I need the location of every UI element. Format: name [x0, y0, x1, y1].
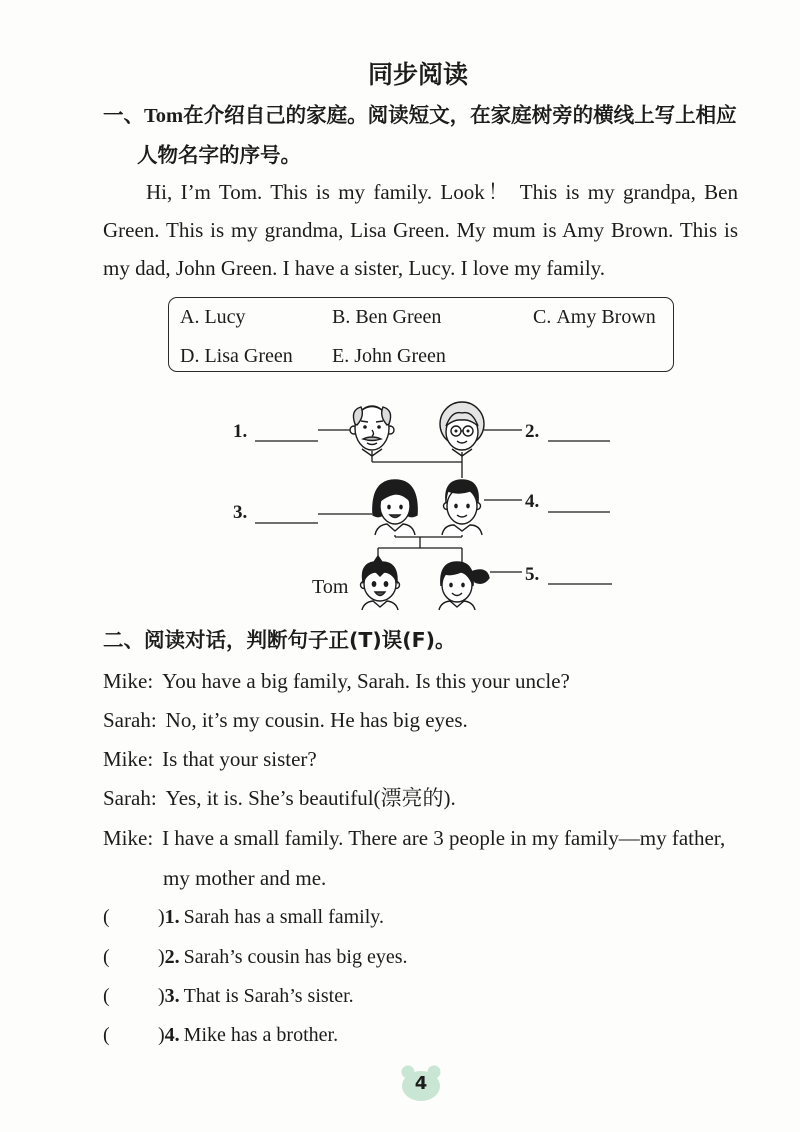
- dialogue-line-1: [103, 667, 570, 695]
- dialogue-text: You have a big family, Sarah. Is this your uncle?: [162, 669, 570, 693]
- speaker: Sarah:: [103, 786, 157, 810]
- dialogue-line-5: [103, 824, 725, 852]
- statement-number: 3.: [164, 985, 180, 1007]
- statement-3: [103, 982, 354, 1010]
- dad-icon: [442, 480, 482, 535]
- answer-bracket-close: ): [158, 1024, 165, 1046]
- answer-bracket-close: ): [158, 946, 165, 968]
- answer-bracket-close: ): [158, 985, 165, 1007]
- dialogue-text: No, it’s my cousin. He has big eyes.: [165, 708, 468, 732]
- section1-subject: Tom: [144, 105, 184, 127]
- mum-icon: [373, 480, 417, 535]
- speaker: Sarah:: [103, 708, 157, 732]
- section1-number: 一、: [103, 103, 144, 127]
- section2-instruction-text: 阅读对话，判断句子正(T)误(F)。: [144, 628, 456, 652]
- option-letter: D.: [180, 345, 200, 367]
- statement-1: [103, 903, 384, 931]
- option-letter: A.: [180, 306, 200, 328]
- tree-blank-label-3: 3.: [233, 502, 248, 523]
- answer-bracket-open: (: [103, 906, 110, 928]
- option-letter: E.: [332, 345, 350, 367]
- section2-number: 二、: [103, 628, 144, 652]
- option-letter: B.: [332, 306, 351, 328]
- option-a: [180, 304, 246, 330]
- statement-number: 4.: [164, 1024, 180, 1046]
- section1-instruction: [103, 101, 737, 129]
- tree-blank-label-2: 2.: [525, 421, 540, 442]
- statement-text: Sarah’s cousin has big eyes.: [183, 946, 408, 968]
- answer-bracket-open: (: [103, 946, 110, 968]
- answer-bracket-open: (: [103, 985, 110, 1007]
- option-name: Lisa Green: [204, 345, 293, 367]
- speaker: Mike:: [103, 669, 154, 693]
- statement-4: [103, 1021, 338, 1049]
- tom-label: Tom: [312, 576, 349, 598]
- grandma-icon: [440, 402, 484, 456]
- family-tree: [220, 385, 620, 620]
- option-b: [332, 304, 441, 330]
- tree-blank-label-4: 4.: [525, 491, 540, 512]
- dialogue-text: Yes, it is. She’s beautiful(漂亮的).: [165, 786, 456, 810]
- tree-blank-label-1: 1.: [233, 421, 248, 442]
- speaker: Mike:: [103, 826, 154, 850]
- statement-2: [103, 943, 408, 971]
- statement-number: 1.: [164, 906, 180, 928]
- passage-line-2: Green. This is my grandma, Lisa Green. My mum is Amy Brown. This is: [103, 218, 738, 242]
- dialogue-line-3: [103, 745, 317, 773]
- option-name: Ben Green: [355, 306, 442, 328]
- answer-bracket-open: (: [103, 1024, 110, 1046]
- passage-line-1: Hi, I’m Tom. This is my family. Look！ This is my grandpa, Ben: [146, 180, 738, 204]
- option-e: [332, 343, 446, 369]
- statement-text: Sarah has a small family.: [183, 906, 384, 928]
- section1-instruction-line2: 人物名字的序号。: [137, 143, 301, 167]
- sister-icon: [439, 562, 489, 610]
- option-c: [533, 304, 656, 330]
- statement-number: 2.: [164, 946, 180, 968]
- option-letter: C.: [533, 306, 552, 328]
- grandpa-icon: [350, 406, 394, 456]
- option-name: Lucy: [204, 306, 246, 328]
- speaker: Mike:: [103, 747, 154, 771]
- option-name: Amy Brown: [556, 306, 656, 328]
- section1-instruction-line1: 在介绍自己的家庭。阅读短文，在家庭树旁的横线上写上相应: [183, 103, 737, 127]
- dialogue-text: I have a small family. There are 3 people in my family—my father,: [162, 826, 726, 850]
- dialogue-text: Is that your sister?: [162, 747, 317, 771]
- section2-instruction: [103, 626, 455, 654]
- option-name: John Green: [354, 345, 446, 367]
- statement-text: That is Sarah’s sister.: [183, 985, 354, 1007]
- statement-text: Mike has a brother.: [183, 1024, 339, 1046]
- passage-line-3: my dad, John Green. I have a sister, Lucy. I love my family.: [103, 256, 606, 280]
- answer-bracket-close: ): [158, 906, 165, 928]
- dialogue-line-5-continuation: my mother and me.: [163, 866, 327, 890]
- dialogue-line-2: [103, 706, 468, 734]
- option-d: [180, 343, 293, 369]
- tom-icon: [361, 556, 400, 610]
- page-title: 同步阅读: [367, 60, 468, 89]
- tree-blank-label-5: 5.: [525, 564, 540, 585]
- name-options-box: [168, 297, 674, 372]
- page-number: 4: [414, 1073, 428, 1094]
- dialogue-line-4: [103, 784, 456, 812]
- answer-blanks: [255, 430, 612, 584]
